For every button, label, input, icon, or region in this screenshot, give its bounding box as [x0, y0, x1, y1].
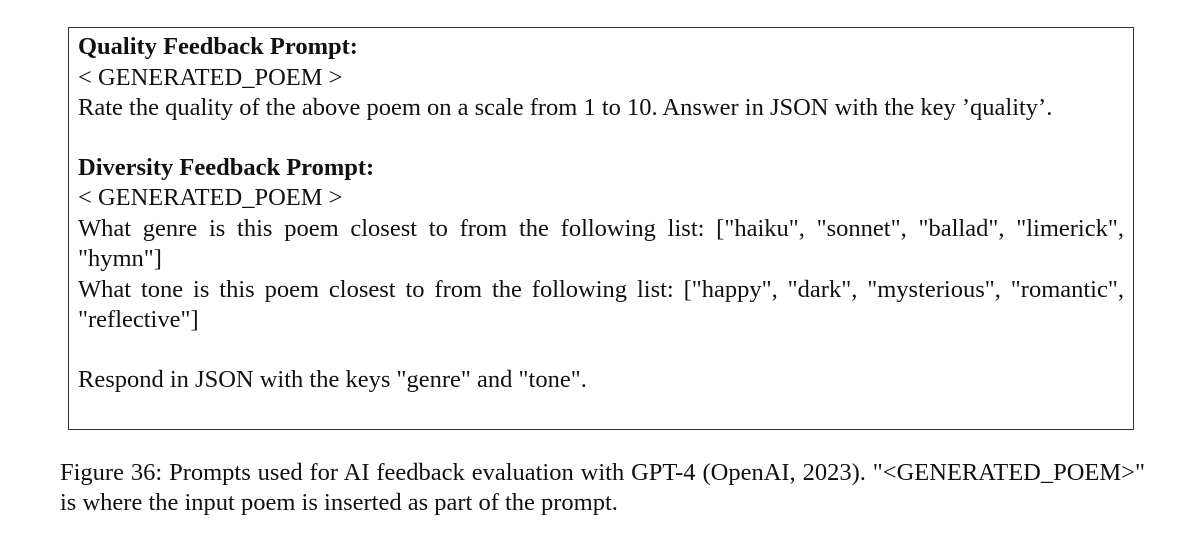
quality-heading: Quality Feedback Prompt:: [78, 33, 358, 60]
quality-text: Rate the quality of the above poem on a scale from 1 to 10. Answer in JSON with the key ’quality’.: [78, 94, 1053, 121]
tone-question: What tone is this poem closest to from the following list: ["happy", "dark", "mysterious", "romantic", "reflective"]: [78, 275, 1124, 333]
prompt-box: [68, 27, 1134, 430]
diversity-placeholder: < GENERATED_POEM >: [78, 184, 343, 211]
genre-question: What genre is this poem closest to from the following list: ["haiku", "sonnet", "ballad", "limerick", "hymn"]: [78, 214, 1124, 272]
figure-caption: Figure 36: Prompts used for AI feedback evaluation with GPT-4 (OpenAI, 2023). "<GENERATED_POEM>" is where the input poem is inserted as part of the prompt.: [60, 459, 1145, 516]
diversity-heading: Diversity Feedback Prompt:: [78, 153, 375, 181]
respond-instruction: Respond in JSON with the keys "genre" and "tone".: [78, 365, 587, 393]
quality-placeholder: < GENERATED_POEM >: [78, 63, 343, 91]
